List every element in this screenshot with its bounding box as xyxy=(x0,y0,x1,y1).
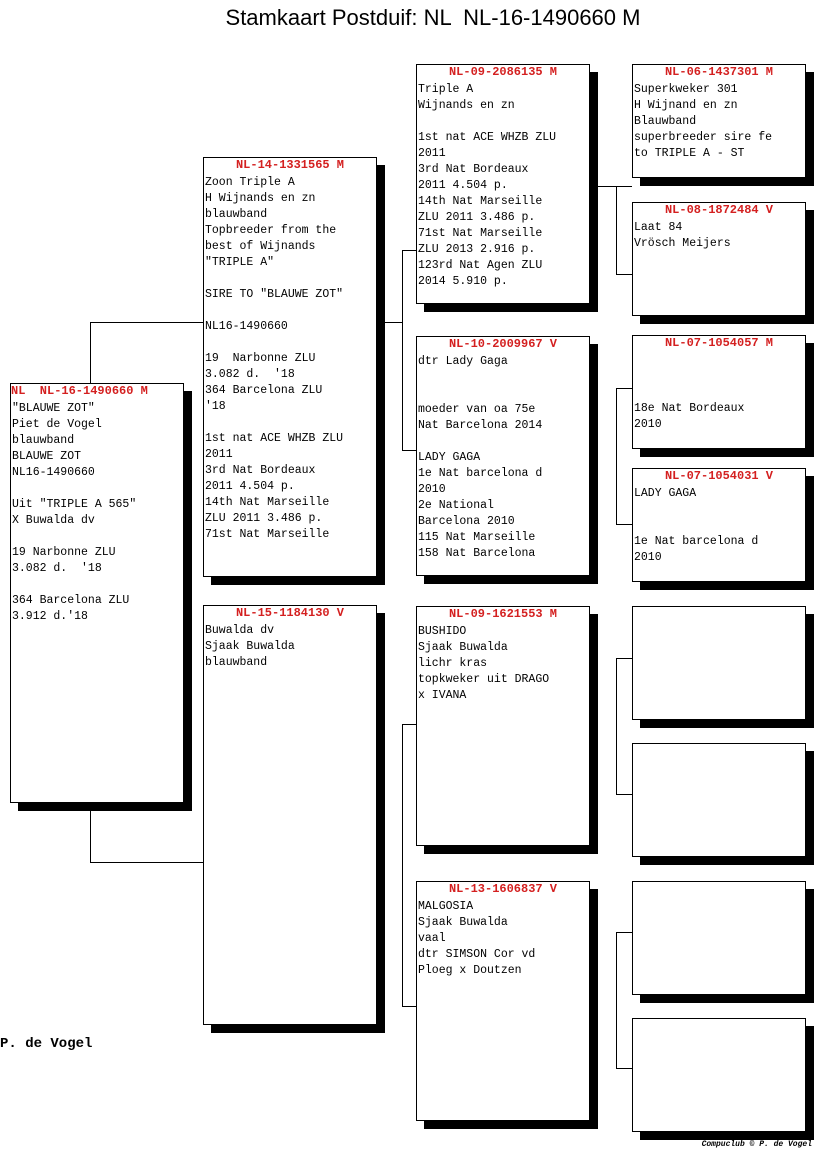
card-line: H Wijnand en zn xyxy=(634,99,738,112)
card-line: Superkweker 301 xyxy=(634,83,738,96)
card-line: 1e Nat barcelona d xyxy=(418,467,543,480)
card-line xyxy=(205,303,376,319)
card-line: 2010 xyxy=(634,418,662,431)
card-line: 3rd Nat Bordeaux xyxy=(418,163,529,176)
card-line: Ploeg x Doutzen xyxy=(418,964,522,977)
ring-number: NL-10-2009967 V xyxy=(448,337,558,351)
pigeon-card-dam-dam[interactable] xyxy=(416,881,590,1121)
connector-line xyxy=(616,388,617,524)
connector-line xyxy=(616,932,617,1068)
page-title: Stamkaart Postduif: NL NL-16-1490660 M xyxy=(225,5,641,30)
ring-number: NL-09-1621553 M xyxy=(448,607,558,621)
card-line: 2011 xyxy=(205,448,233,461)
card-line: SIRE TO "BLAUWE ZOT" xyxy=(205,288,344,301)
card-line: 3rd Nat Bordeaux xyxy=(205,464,316,477)
card-line: Buwalda dv xyxy=(205,624,275,637)
card-line xyxy=(634,518,805,534)
card-line xyxy=(418,370,589,386)
card-line: 2e National xyxy=(418,499,494,512)
ring-number: NL-15-1184130 V xyxy=(235,606,345,620)
card-line: dtr SIMSON Cor vd xyxy=(418,948,536,961)
card-line xyxy=(12,481,183,497)
card-line xyxy=(12,577,183,593)
card-line xyxy=(12,529,183,545)
connector-line xyxy=(616,274,632,275)
connector-line xyxy=(402,450,416,451)
card-line xyxy=(205,415,376,431)
card-line xyxy=(634,369,805,385)
card-line: 3.912 d.'18 xyxy=(12,610,88,623)
card-line: NL16-1490660 xyxy=(12,466,95,479)
pigeon-card-subject[interactable] xyxy=(10,383,184,803)
footer-credit: Compuclub © P. de Vogel xyxy=(701,1140,812,1149)
connector-line xyxy=(90,862,204,863)
card-line xyxy=(418,386,589,402)
card-line: MALGOSIA xyxy=(418,900,474,913)
card-line: BUSHIDO xyxy=(418,625,467,638)
card-line: 2011 4.504 p. xyxy=(205,480,295,493)
card-line: vaal xyxy=(418,932,446,945)
card-line: "TRIPLE A" xyxy=(205,256,275,269)
pigeon-card-dam[interactable] xyxy=(203,605,377,1025)
card-line xyxy=(634,502,805,518)
card-line: 115 Nat Marseille xyxy=(418,531,536,544)
pigeon-card-sd-sire[interactable] xyxy=(632,335,806,449)
card-line xyxy=(418,114,589,130)
card-line: LADY GAGA xyxy=(418,451,481,464)
card-line: 1st nat ACE WHZB ZLU xyxy=(418,131,557,144)
pigeon-card-dam-sire[interactable] xyxy=(416,606,590,846)
pigeon-card-ds-dam[interactable] xyxy=(632,743,806,857)
card-line: 2010 xyxy=(634,551,662,564)
card-line: 71st Nat Marseille xyxy=(418,227,543,240)
connector-line xyxy=(616,388,632,389)
card-line: Vrösch Meijers xyxy=(634,237,731,250)
card-line: dtr Lady Gaga xyxy=(418,355,508,368)
connector-line xyxy=(616,658,617,794)
card-line: ZLU 2011 3.486 p. xyxy=(418,211,536,224)
card-line: topkweker uit DRAGO xyxy=(418,673,550,686)
card-line: Barcelona 2010 xyxy=(418,515,515,528)
ring-number: NL-07-1054031 V xyxy=(664,469,774,483)
card-line: BLAUWE ZOT xyxy=(12,450,82,463)
card-line: blauwband xyxy=(205,656,268,669)
card-line: 19 Narbonne ZLU xyxy=(205,352,316,365)
connector-line xyxy=(616,1068,632,1069)
card-line: best of Wijnands xyxy=(205,240,316,253)
connector-line xyxy=(616,658,632,659)
card-line: blauwband xyxy=(12,434,75,447)
card-line: to TRIPLE A - ST xyxy=(634,147,745,160)
card-line: NL16-1490660 xyxy=(205,320,288,333)
owner-name: P. de Vogel xyxy=(0,1036,93,1052)
ring-number xyxy=(633,607,805,622)
card-line: H Wijnands en zn xyxy=(205,192,316,205)
card-line xyxy=(205,335,376,351)
card-line: Topbreeder from the xyxy=(205,224,337,237)
card-line xyxy=(418,434,589,450)
connector-line xyxy=(616,932,632,933)
card-line: 2010 xyxy=(418,483,446,496)
card-line xyxy=(634,353,805,369)
card-line: 364 Barcelona ZLU xyxy=(205,384,323,397)
card-line: Wijnands en zn xyxy=(418,99,515,112)
card-line: LADY GAGA xyxy=(634,487,697,500)
pigeon-card-ss-sire[interactable] xyxy=(632,64,806,178)
card-line: Sjaak Buwalda xyxy=(418,641,508,654)
card-line: Nat Barcelona 2014 xyxy=(418,419,543,432)
connector-line xyxy=(402,724,416,725)
card-line: '18 xyxy=(205,400,226,413)
card-line: 2011 4.504 p. xyxy=(418,179,508,192)
card-line: Blauwband xyxy=(634,115,697,128)
connector-line xyxy=(90,322,204,323)
connector-line xyxy=(402,250,403,450)
card-line: 158 Nat Barcelona xyxy=(418,547,536,560)
ring-number: NL-06-1437301 M xyxy=(664,65,774,79)
connector-line xyxy=(402,250,416,251)
card-line: Piet de Vogel xyxy=(12,418,102,431)
card-line: Zoon Triple A xyxy=(205,176,295,189)
card-line: 19 Narbonne ZLU xyxy=(12,546,116,559)
connector-line xyxy=(616,186,617,274)
card-line: moeder van oa 75e xyxy=(418,403,536,416)
card-line: X Buwalda dv xyxy=(12,514,95,527)
card-line: Triple A xyxy=(418,83,474,96)
pigeon-card-sire-sire[interactable] xyxy=(416,64,590,304)
pigeon-card-sd-dam[interactable] xyxy=(632,468,806,582)
pigeon-card-dd-dam[interactable] xyxy=(632,1018,806,1132)
ring-number: NL-07-1054057 M xyxy=(664,336,774,350)
card-line: 71st Nat Marseille xyxy=(205,528,330,541)
card-line: lichr kras xyxy=(418,657,488,670)
card-line xyxy=(205,271,376,287)
card-line: x IVANA xyxy=(418,689,467,702)
connector-line xyxy=(616,524,632,525)
card-line: Laat 84 xyxy=(634,221,683,234)
pigeon-card-ds-sire[interactable] xyxy=(632,606,806,720)
connector-line xyxy=(384,322,402,323)
ring-number: NL-08-1872484 V xyxy=(664,203,774,217)
card-line: 18e Nat Bordeaux xyxy=(634,402,745,415)
card-line: 364 Barcelona ZLU xyxy=(12,594,130,607)
card-line: 2011 xyxy=(418,147,446,160)
card-line: 1st nat ACE WHZB ZLU xyxy=(205,432,344,445)
card-line: Sjaak Buwalda xyxy=(205,640,295,653)
card-line: ZLU 2013 2.916 p. xyxy=(418,243,536,256)
pigeon-card-dd-sire[interactable] xyxy=(632,881,806,995)
pigeon-card-ss-dam[interactable] xyxy=(632,202,806,316)
ring-number: NL-13-1606837 V xyxy=(448,882,558,896)
connector-line xyxy=(402,724,403,1006)
ring-number xyxy=(633,1019,805,1034)
card-line: "BLAUWE ZOT" xyxy=(12,402,95,415)
connector-line xyxy=(402,1006,416,1007)
card-line: 2014 5.910 p. xyxy=(418,275,508,288)
card-line: Uit "TRIPLE A 565" xyxy=(12,498,137,511)
connector-line xyxy=(616,794,632,795)
connector-line xyxy=(90,802,91,862)
ring-number: NL NL-16-1490660 M xyxy=(11,384,148,398)
card-line: 1e Nat barcelona d xyxy=(634,535,759,548)
card-line: 14th Nat Marseille xyxy=(205,496,330,509)
ring-number xyxy=(633,744,805,759)
pigeon-card-sire[interactable] xyxy=(203,157,377,577)
pigeon-card-sire-dam[interactable] xyxy=(416,336,590,576)
card-line: Sjaak Buwalda xyxy=(418,916,508,929)
ring-number xyxy=(633,882,805,897)
card-line: blauwband xyxy=(205,208,268,221)
ring-number: NL-14-1331565 M xyxy=(235,158,345,172)
card-line: superbreeder sire fe xyxy=(634,131,773,144)
card-line: ZLU 2011 3.486 p. xyxy=(205,512,323,525)
card-line xyxy=(634,385,805,401)
connector-line xyxy=(598,186,632,187)
card-line: 123rd Nat Agen ZLU xyxy=(418,259,543,272)
card-line: 14th Nat Marseille xyxy=(418,195,543,208)
connector-line xyxy=(90,322,91,384)
card-line: 3.082 d. '18 xyxy=(205,368,295,381)
card-line: 3.082 d. '18 xyxy=(12,562,102,575)
ring-number: NL-09-2086135 M xyxy=(448,65,558,79)
